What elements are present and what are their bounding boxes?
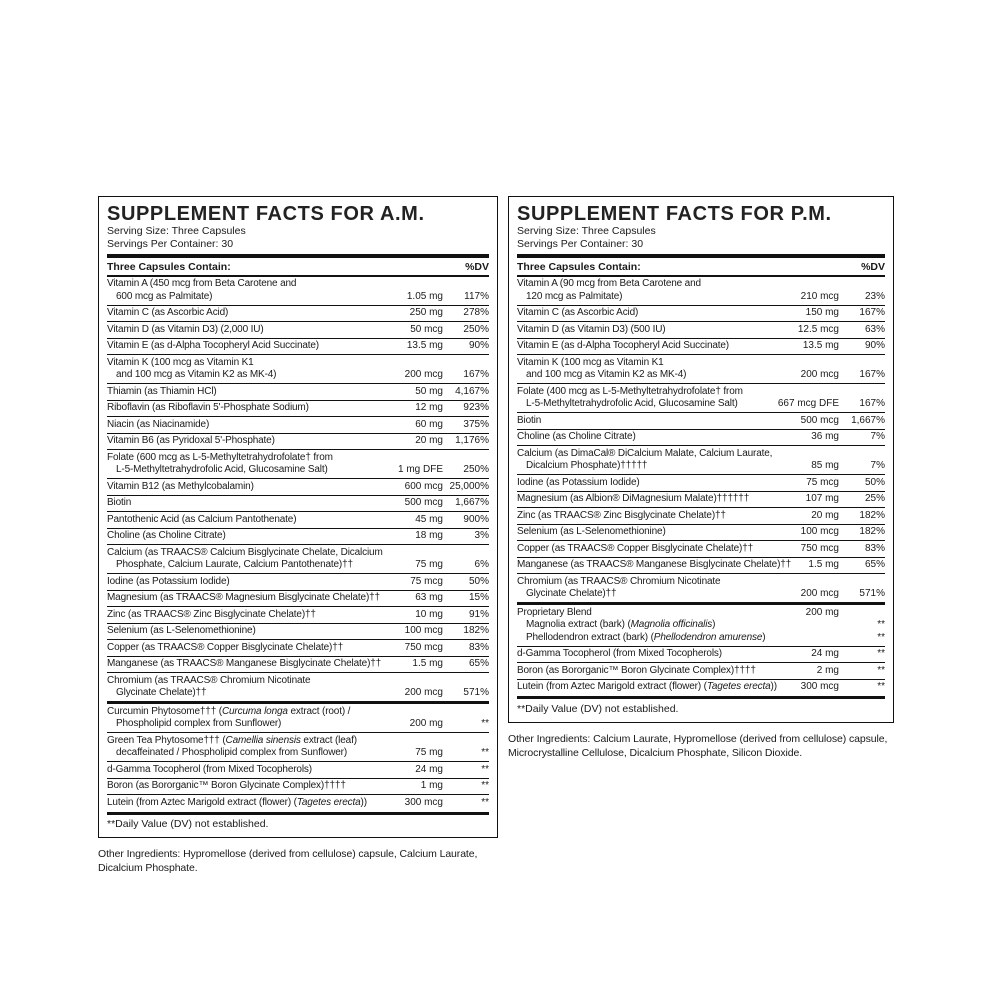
row-label: Selenium (as L-Selenomethionine)	[107, 625, 256, 636]
row-line	[107, 452, 489, 465]
row-line	[107, 497, 489, 510]
row-line	[517, 632, 885, 645]
row-dv: 3%	[474, 530, 489, 541]
row-line	[107, 797, 489, 810]
row-dv: **	[481, 780, 489, 791]
row-label: L-5-Methyltetrahydrofolic Acid, Glucosamine Salt)	[526, 398, 738, 409]
row-label: 120 mcg as Palmitate)	[526, 290, 623, 302]
row-label: 600 mcg as Palmitate)	[116, 290, 213, 302]
row-dv: 4,167%	[455, 385, 489, 397]
row-label: Thiamin (as Thiamin HCl)	[107, 385, 217, 397]
row-line	[517, 543, 885, 556]
table-row	[517, 540, 885, 557]
supplement-panel-am	[98, 196, 498, 838]
row-amount: 12 mg	[415, 402, 443, 413]
row-label: Boron (as Bororganic™ Boron Glycinate Complex)††††	[107, 780, 346, 791]
contains-header-label: Three Capsules Contain:	[107, 260, 231, 273]
row-dv: 6%	[474, 559, 489, 570]
row-dv: 1,176%	[455, 435, 489, 446]
row-label: Biotin	[517, 414, 542, 426]
row-line	[107, 357, 489, 370]
row-line	[517, 340, 885, 353]
row-dv: 63%	[864, 323, 885, 335]
row-label: Manganese (as TRAACS® Manganese Bisglycinate Chelate)††	[107, 658, 382, 669]
row-amount: 1 mg DFE	[397, 464, 443, 475]
row-label: Phosphate, Calcium Laurate, Calcium Pantothenate)††	[116, 559, 353, 570]
row-label: Glycinate Chelate)††	[116, 687, 207, 698]
row-amount: 13.5 mg	[406, 340, 443, 351]
row-label: Choline (as Choline Citrate)	[107, 530, 226, 541]
table-row	[107, 305, 489, 322]
row-line	[107, 576, 489, 589]
row-label: Green Tea Phytosome††† (Camellia sinensis extract (leaf)	[107, 734, 357, 746]
row-dv: 167%	[859, 307, 885, 318]
row-amount: 250 mg	[409, 307, 443, 318]
row-line	[107, 559, 489, 572]
row-dv: 571%	[859, 588, 885, 599]
row-amount: 1.05 mg	[406, 290, 443, 302]
row-label: d-Gamma Tocopherol (from Mixed Tocopherols)	[107, 763, 312, 775]
table-row	[517, 412, 885, 429]
row-label: Zinc (as TRAACS® Zinc Bisglycinate Chelate)††	[517, 509, 726, 521]
row-line	[517, 619, 885, 632]
row-amount: 750 mcg	[800, 542, 839, 554]
table-row	[107, 277, 489, 305]
row-label: Vitamin K (100 mcg as Vitamin K1	[107, 356, 254, 368]
row-amount: 75 mg	[415, 559, 443, 570]
row-line	[517, 386, 885, 399]
row-amount: 1 mg	[420, 780, 443, 791]
row-line	[107, 658, 489, 671]
row-amount: 200 mcg	[800, 369, 839, 380]
row-amount: 1.5 mg	[808, 559, 839, 570]
table-row	[517, 277, 885, 305]
row-label: Magnolia extract (bark) (Magnolia officinalis)	[526, 619, 716, 630]
row-line	[107, 291, 489, 304]
row-label: Curcumin Phytosome††† (Curcuma longa extract (root) /	[107, 705, 351, 717]
table-row	[107, 639, 489, 656]
row-line	[517, 648, 885, 661]
row-amount: 45 mg	[415, 513, 443, 525]
table-row	[107, 761, 489, 778]
row-line	[517, 665, 885, 678]
serving-size: Serving Size: Three Capsules	[107, 225, 246, 237]
row-label: Biotin	[107, 497, 132, 508]
row-dv: **	[877, 681, 885, 692]
table-row	[517, 305, 885, 322]
row-label: Magnesium (as TRAACS® Magnesium Bisglycinate Chelate)††	[107, 592, 380, 603]
row-line	[107, 402, 489, 415]
column-header	[107, 258, 489, 277]
row-line	[517, 369, 885, 382]
row-label: decaffeinated / Phospholipid complex from Sunflower)	[116, 747, 348, 758]
row-label: Folate (400 mcg as L-5-Methyltetrahydrofolate† from	[517, 385, 743, 397]
table-row	[517, 602, 885, 646]
row-line	[517, 460, 885, 473]
row-label: Folate (600 mcg as L-5-Methyltetrahydrofolate† from	[107, 451, 333, 463]
row-line	[107, 547, 489, 560]
row-label: Copper (as TRAACS® Copper Bisglycinate Chelate)††	[107, 641, 344, 653]
row-label: Vitamin B6 (as Pyridoxal 5'-Phosphate)	[107, 435, 275, 446]
row-line	[107, 780, 489, 793]
row-dv: 15%	[468, 592, 489, 603]
row-amount: 1.5 mg	[412, 658, 443, 669]
row-dv: 923%	[463, 402, 489, 413]
row-label: Vitamin C (as Ascorbic Acid)	[107, 307, 229, 318]
table-row	[517, 573, 885, 602]
row-dv: 90%	[468, 340, 489, 351]
row-label: Vitamin D (as Vitamin D3) (2,000 IU)	[107, 323, 264, 335]
row-amount: 150 mg	[805, 307, 839, 318]
row-dv: 167%	[859, 369, 885, 380]
row-amount: 13.5 mg	[802, 340, 839, 351]
row-line	[517, 526, 885, 539]
row-line	[517, 398, 885, 411]
row-amount: 36 mg	[811, 431, 839, 442]
table-row	[517, 662, 885, 679]
row-amount: 75 mcg	[410, 575, 443, 587]
row-amount: 200 mcg	[404, 687, 443, 698]
row-dv: 65%	[864, 559, 885, 570]
row-label: Phospholipid complex from Sunflower)	[116, 718, 282, 729]
row-amount: 24 mg	[415, 763, 443, 775]
row-label: Vitamin B12 (as Methylcobalamin)	[107, 480, 254, 492]
row-label: Chromium (as TRAACS® Chromium Nicotinate	[517, 575, 721, 587]
table-row	[517, 646, 885, 663]
table-row	[107, 544, 489, 573]
row-dv: 50%	[468, 575, 489, 587]
table-row	[517, 429, 885, 446]
row-dv: **	[877, 648, 885, 659]
table-row	[517, 445, 885, 474]
row-dv: 25,000%	[449, 480, 489, 492]
row-line	[107, 675, 489, 688]
rows-container	[107, 277, 489, 811]
row-dv: 65%	[468, 658, 489, 669]
row-amount: 210 mcg	[800, 290, 839, 302]
row-amount: 100 mcg	[404, 625, 443, 636]
column-header	[517, 258, 885, 277]
row-dv: 7%	[870, 431, 885, 442]
supplement-panel-pm	[508, 196, 894, 723]
row-line	[517, 576, 885, 589]
row-dv: 182%	[859, 509, 885, 521]
row-line	[107, 718, 489, 731]
row-line	[107, 369, 489, 382]
row-line	[517, 415, 885, 428]
row-amount: 500 mcg	[800, 414, 839, 426]
row-dv: **	[877, 664, 885, 676]
table-row	[517, 524, 885, 541]
row-label: Iodine (as Potassium Iodide)	[517, 476, 640, 488]
table-row	[107, 794, 489, 811]
table-row	[517, 338, 885, 355]
table-row	[107, 590, 489, 607]
dv-header-label: %DV	[861, 260, 885, 273]
row-line	[517, 307, 885, 320]
row-line	[517, 477, 885, 490]
row-dv: 167%	[859, 398, 885, 409]
row-label: Vitamin K (100 mcg as Vitamin K1	[517, 356, 664, 368]
row-line	[517, 324, 885, 337]
row-label: L-5-Methyltetrahydrofolic Acid, Glucosamine Salt)	[116, 464, 328, 475]
table-row	[107, 672, 489, 701]
table-row	[517, 679, 885, 696]
table-row	[517, 557, 885, 574]
row-line	[517, 607, 885, 620]
row-line	[107, 419, 489, 432]
row-line	[107, 307, 489, 320]
row-label: Pantothenic Acid (as Calcium Pantothenate)	[107, 513, 297, 525]
row-dv: 25%	[864, 493, 885, 504]
row-dv: **	[877, 631, 885, 643]
row-dv: 50%	[864, 476, 885, 488]
row-label: Glycinate Chelate)††	[526, 588, 617, 599]
row-line	[517, 681, 885, 694]
row-amount: 24 mg	[811, 648, 839, 659]
row-amount: 200 mcg	[404, 369, 443, 380]
pm-column	[508, 196, 894, 760]
row-amount: 300 mcg	[404, 796, 443, 808]
row-dv: 182%	[463, 625, 489, 636]
row-line	[517, 431, 885, 444]
row-label: and 100 mcg as Vitamin K2 as MK-4)	[116, 369, 277, 380]
row-dv: 90%	[864, 340, 885, 351]
table-row	[517, 321, 885, 338]
row-amount: 300 mcg	[800, 681, 839, 692]
row-amount: 500 mcg	[404, 497, 443, 508]
row-amount: 50 mg	[415, 385, 443, 397]
row-amount: 20 mg	[811, 509, 839, 521]
row-dv: 900%	[463, 513, 489, 525]
row-line	[107, 747, 489, 760]
row-amount: 60 mg	[415, 418, 443, 430]
row-amount: 20 mg	[415, 435, 443, 446]
row-amount: 10 mg	[415, 608, 443, 620]
table-row	[107, 656, 489, 673]
row-line	[107, 764, 489, 777]
row-line	[107, 625, 489, 638]
row-amount: 200 mcg	[800, 588, 839, 599]
row-dv: 1,667%	[455, 497, 489, 508]
row-dv: 375%	[463, 418, 489, 430]
row-label: Vitamin A (90 mcg from Beta Carotene and	[517, 278, 701, 289]
panel-title: SUPPLEMENT FACTS FOR P.M.	[517, 203, 832, 225]
row-amount: 200 mg	[805, 606, 839, 618]
row-amount: 107 mg	[805, 493, 839, 504]
table-row	[107, 354, 489, 383]
row-line	[517, 448, 885, 461]
row-label: and 100 mcg as Vitamin K2 as MK-4)	[526, 369, 687, 380]
row-amount: 667 mcg DFE	[777, 398, 839, 409]
row-line	[107, 514, 489, 527]
row-label: Riboflavin (as Riboflavin 5'-Phosphate Sodium)	[107, 402, 309, 413]
row-line	[517, 357, 885, 370]
servings-per-container: Servings Per Container: 30	[517, 238, 644, 250]
row-line	[107, 481, 489, 494]
row-line	[107, 386, 489, 399]
row-amount: 600 mcg	[404, 480, 443, 492]
table-row	[107, 383, 489, 400]
row-line	[517, 510, 885, 523]
row-line	[107, 340, 489, 353]
row-amount: 18 mg	[415, 530, 443, 541]
row-label: Vitamin C (as Ascorbic Acid)	[517, 307, 639, 318]
row-amount: 63 mg	[415, 592, 443, 603]
row-line	[517, 291, 885, 304]
other-ingredients: Other Ingredients: Hypromellose (derived from cellulose) capsule, Calcium Laurate, Dicalcium Phosphate.	[98, 848, 478, 874]
servings-per-container: Servings Per Container: 30	[107, 238, 234, 250]
table-row	[107, 732, 489, 761]
row-amount: 85 mg	[811, 460, 839, 471]
row-line	[107, 609, 489, 622]
row-dv: 7%	[870, 460, 885, 471]
row-line	[517, 493, 885, 506]
row-dv: 23%	[864, 290, 885, 302]
row-amount: 75 mg	[415, 747, 443, 758]
row-label: Proprietary Blend	[517, 606, 592, 618]
row-line	[107, 324, 489, 337]
table-row	[107, 701, 489, 732]
row-label: Lutein (from Aztec Marigold extract (flower) (Tagetes erecta))	[517, 681, 777, 692]
contains-header-label: Three Capsules Contain:	[517, 260, 641, 273]
table-row	[107, 433, 489, 450]
table-row	[107, 511, 489, 528]
row-dv: 91%	[468, 608, 489, 620]
row-dv: 117%	[464, 290, 489, 302]
table-row	[107, 623, 489, 640]
table-row	[107, 478, 489, 495]
table-row	[517, 354, 885, 383]
row-label: Vitamin E (as d-Alpha Tocopheryl Acid Succinate)	[517, 340, 729, 351]
row-line	[107, 687, 489, 700]
rows-container	[517, 277, 885, 696]
table-row	[517, 507, 885, 524]
row-label: Copper (as TRAACS® Copper Bisglycinate Chelate)††	[517, 542, 754, 554]
row-amount: 75 mcg	[806, 476, 839, 488]
row-label: Choline (as Choline Citrate)	[517, 431, 636, 442]
row-line	[107, 642, 489, 655]
row-label: Iodine (as Potassium Iodide)	[107, 575, 230, 587]
row-line	[107, 735, 489, 748]
row-label: Dicalcium Phosphate)†††††	[526, 460, 648, 471]
row-line	[107, 592, 489, 605]
table-row	[107, 400, 489, 417]
table-row	[107, 528, 489, 545]
row-amount: 2 mg	[816, 664, 839, 676]
table-row	[107, 449, 489, 478]
serving-size: Serving Size: Three Capsules	[517, 225, 656, 237]
dv-header-label: %DV	[465, 260, 489, 273]
row-line	[107, 435, 489, 448]
row-amount: 12.5 mcg	[797, 323, 839, 335]
row-line	[517, 588, 885, 601]
daily-value-footnote: **Daily Value (DV) not established.	[107, 812, 489, 833]
row-label: Phellodendron extract (bark) (Phellodendron amurense)	[526, 631, 766, 643]
row-line	[517, 278, 885, 291]
row-dv: **	[481, 796, 489, 808]
row-dv: **	[481, 718, 489, 729]
table-row	[107, 338, 489, 355]
row-label: Niacin (as Niacinamide)	[107, 418, 210, 430]
row-label: Selenium (as L-Selenomethionine)	[517, 526, 666, 537]
row-dv: **	[481, 763, 489, 775]
row-dv: 1,667%	[851, 414, 885, 426]
row-label: Lutein (from Aztec Marigold extract (flower) (Tagetes erecta))	[107, 796, 367, 808]
table-row	[107, 573, 489, 590]
row-line	[107, 530, 489, 543]
daily-value-footnote: **Daily Value (DV) not established.	[517, 696, 885, 717]
row-label: Vitamin A (450 mcg from Beta Carotene and	[107, 278, 297, 289]
row-label: Magnesium (as Albion® DiMagnesium Malate)††††††	[517, 493, 750, 504]
row-label: Vitamin E (as d-Alpha Tocopheryl Acid Succinate)	[107, 340, 319, 351]
row-amount: 100 mcg	[800, 526, 839, 537]
row-amount: 750 mcg	[404, 641, 443, 653]
row-label: Zinc (as TRAACS® Zinc Bisglycinate Chelate)††	[107, 608, 316, 620]
other-ingredients: Other Ingredients: Calcium Laurate, Hypromellose (derived from cellulose) capsule, Microcrystalline Cellulose, Dicalcium Phosphate, Silicon Dioxide.	[508, 732, 888, 759]
row-label: d-Gamma Tocopherol (from Mixed Tocopherols)	[517, 648, 722, 659]
row-line	[107, 278, 489, 291]
row-label: Calcium (as TRAACS® Calcium Bisglycinate Chelate, Dicalcium	[107, 546, 383, 558]
table-row	[107, 606, 489, 623]
row-label: Calcium (as DimaCal® DiCalcium Malate, Calcium Laurate,	[517, 447, 773, 459]
row-dv: 571%	[463, 687, 489, 698]
row-dv: **	[877, 619, 885, 630]
table-row	[517, 383, 885, 412]
table-row	[107, 416, 489, 433]
table-row	[517, 474, 885, 491]
row-line	[107, 464, 489, 477]
row-label: Chromium (as TRAACS® Chromium Nicotinate	[107, 674, 311, 686]
table-row	[107, 495, 489, 512]
row-dv: 250%	[463, 464, 489, 475]
table-row	[107, 321, 489, 338]
row-dv: 250%	[463, 323, 489, 335]
row-line	[517, 559, 885, 572]
am-column	[98, 196, 498, 875]
table-row	[107, 778, 489, 795]
panel-title: SUPPLEMENT FACTS FOR A.M.	[107, 203, 425, 225]
row-label: Vitamin D (as Vitamin D3) (500 IU)	[517, 323, 666, 335]
row-dv: 83%	[468, 641, 489, 653]
row-dv: 278%	[463, 307, 489, 318]
row-dv: 83%	[864, 542, 885, 554]
row-label: Boron (as Bororganic™ Boron Glycinate Complex)††††	[517, 664, 756, 676]
row-dv: **	[481, 747, 489, 758]
row-label: Manganese (as TRAACS® Manganese Bisglycinate Chelate)††	[517, 559, 792, 570]
row-dv: 182%	[859, 526, 885, 537]
row-amount: 50 mcg	[410, 323, 443, 335]
row-amount: 200 mg	[409, 718, 443, 729]
row-dv: 167%	[463, 369, 489, 380]
row-line	[107, 706, 489, 719]
table-row	[517, 491, 885, 508]
